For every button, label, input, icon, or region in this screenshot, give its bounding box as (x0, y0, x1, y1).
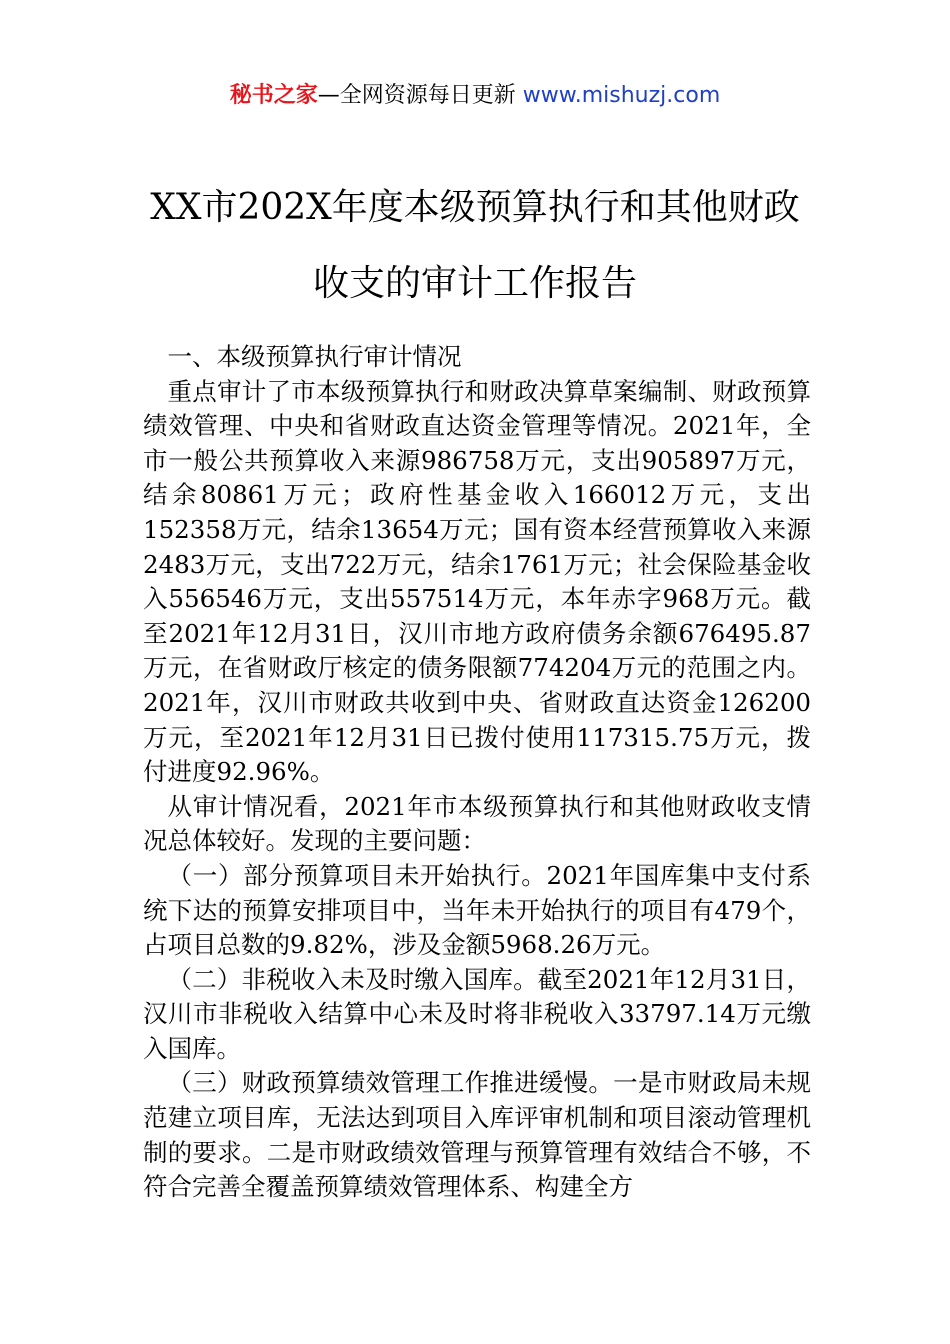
paragraph-issue-2: （二）非税收入未及时缴入国库。截至2021年12月31日，汉川市非税收入结算中心未及时将非税收入33797.14万元缴入国库。 (143, 964, 811, 1063)
document-title-line-2: 收支的审计工作报告 (312, 263, 637, 304)
site-brand: 秘书之家 (229, 83, 318, 108)
paragraph-issue-1: （一）部分预算项目未开始执行。2021年国库集中支付系统下达的预算安排项目中，当年未开始执行的项目有479个，占项目总数的9.82%，涉及金额5968.26万元。 (143, 860, 811, 960)
paragraph-audit-summary: 从审计情况看，2021年市本级预算执行和其他财政收支情况总体较好。发现的主要问题： (143, 791, 811, 856)
site-tagline: —全网资源每日更新 (317, 83, 523, 108)
section-heading: 一、本级预算执行审计情况 (167, 342, 462, 371)
paragraph-budget-overview: 重点审计了市本级预算执行和财政决算草案编制、财政预算绩效管理、中央和省财政直达资金管理等情况。2021年，全市一般公共预算收入来源986758万元，支出905897万元，结余80861万元；政府性基金收入166012万元，支出152358万元，结余13654万元；国有资本经营预算收入来源2483万元，支出722万元，结余1761万元；社会保险基金收入556546万元，支出557514万元，本年赤字968万元。截至2021年12月31日，汉川市地方政府债务余额676495.87万元，在省财政厅核定的债务限额774204万元的范围之内。2021年，汉川市财政共收到中央、省财政直达资金126200万元，至2021年12月31日已拨付使用117315.75万元，拨付进度92.96%。 (143, 376, 811, 787)
site-url-link[interactable]: www.mishuzj.com (522, 83, 721, 108)
paragraph-issue-3: （三）财政预算绩效管理工作推进缓慢。一是市财政局未规范建立项目库，无法达到项目入库评审机制和项目滚动管理机制的要求。二是市财政绩效管理与预算管理有效结合不够，不符合完善全覆盖预算绩效管理体系、构建全方 (143, 1068, 811, 1202)
site-header (0, 80, 950, 112)
document-title-line-1: XX市202X年度本级预算执行和其他财政 (150, 187, 800, 228)
document-body (143, 340, 811, 1205)
document-title (100, 170, 850, 322)
